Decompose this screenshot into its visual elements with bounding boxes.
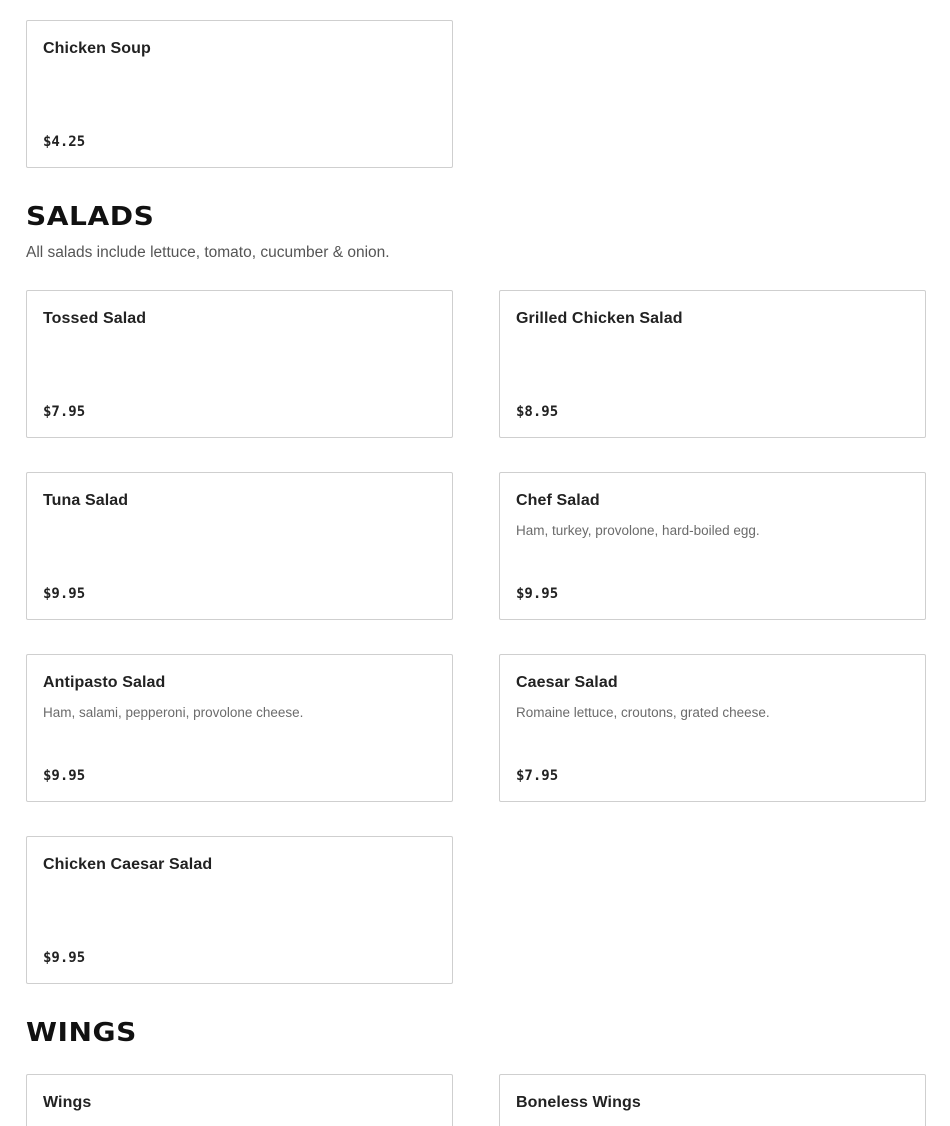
menu-item-price: $9.95 [43,950,86,966]
menu-item-name: Chicken Soup [43,40,151,57]
section-title-salads: SALADS [26,202,155,232]
menu-item-card[interactable] [26,472,453,620]
menu-item-price: $8.95 [516,404,559,420]
menu-item-name: Antipasto Salad [43,674,166,691]
menu-item-name: Boneless Wings [516,1094,641,1111]
menu-item-card[interactable] [26,654,453,802]
menu-item-name: Chicken Caesar Salad [43,856,213,873]
section-title-wings: WINGS [26,1018,137,1048]
menu-item-card[interactable] [26,290,453,438]
menu-item-description: Romaine lettuce, croutons, grated cheese. [516,705,770,720]
menu-item-price: $9.95 [43,586,86,602]
menu-item-name: Grilled Chicken Salad [516,310,683,327]
menu-item-card[interactable] [499,472,926,620]
menu-item-price: $7.95 [43,404,86,420]
menu-item-name: Chef Salad [516,492,600,509]
menu-item-price: $9.95 [516,586,559,602]
menu-item-card[interactable] [26,20,453,168]
menu-item-price: $9.95 [43,768,86,784]
menu-item-card[interactable] [499,654,926,802]
menu-item-description: Ham, turkey, provolone, hard-boiled egg. [516,523,760,538]
menu-item-name: Wings [43,1094,92,1111]
menu-item-name: Tuna Salad [43,492,129,509]
menu-item-price: $4.25 [43,134,86,150]
menu-item-name: Tossed Salad [43,310,147,327]
menu-item-name: Caesar Salad [516,674,618,691]
menu-item-price: $7.95 [516,768,559,784]
menu-item-card[interactable] [499,1074,926,1126]
menu-item-card[interactable] [26,1074,453,1126]
menu-item-description: Ham, salami, pepperoni, provolone cheese. [43,705,304,720]
menu-item-card[interactable] [499,290,926,438]
menu-item-card[interactable] [26,836,453,984]
section-note-salads: All salads include lettuce, tomato, cucumber & onion. [26,244,390,261]
